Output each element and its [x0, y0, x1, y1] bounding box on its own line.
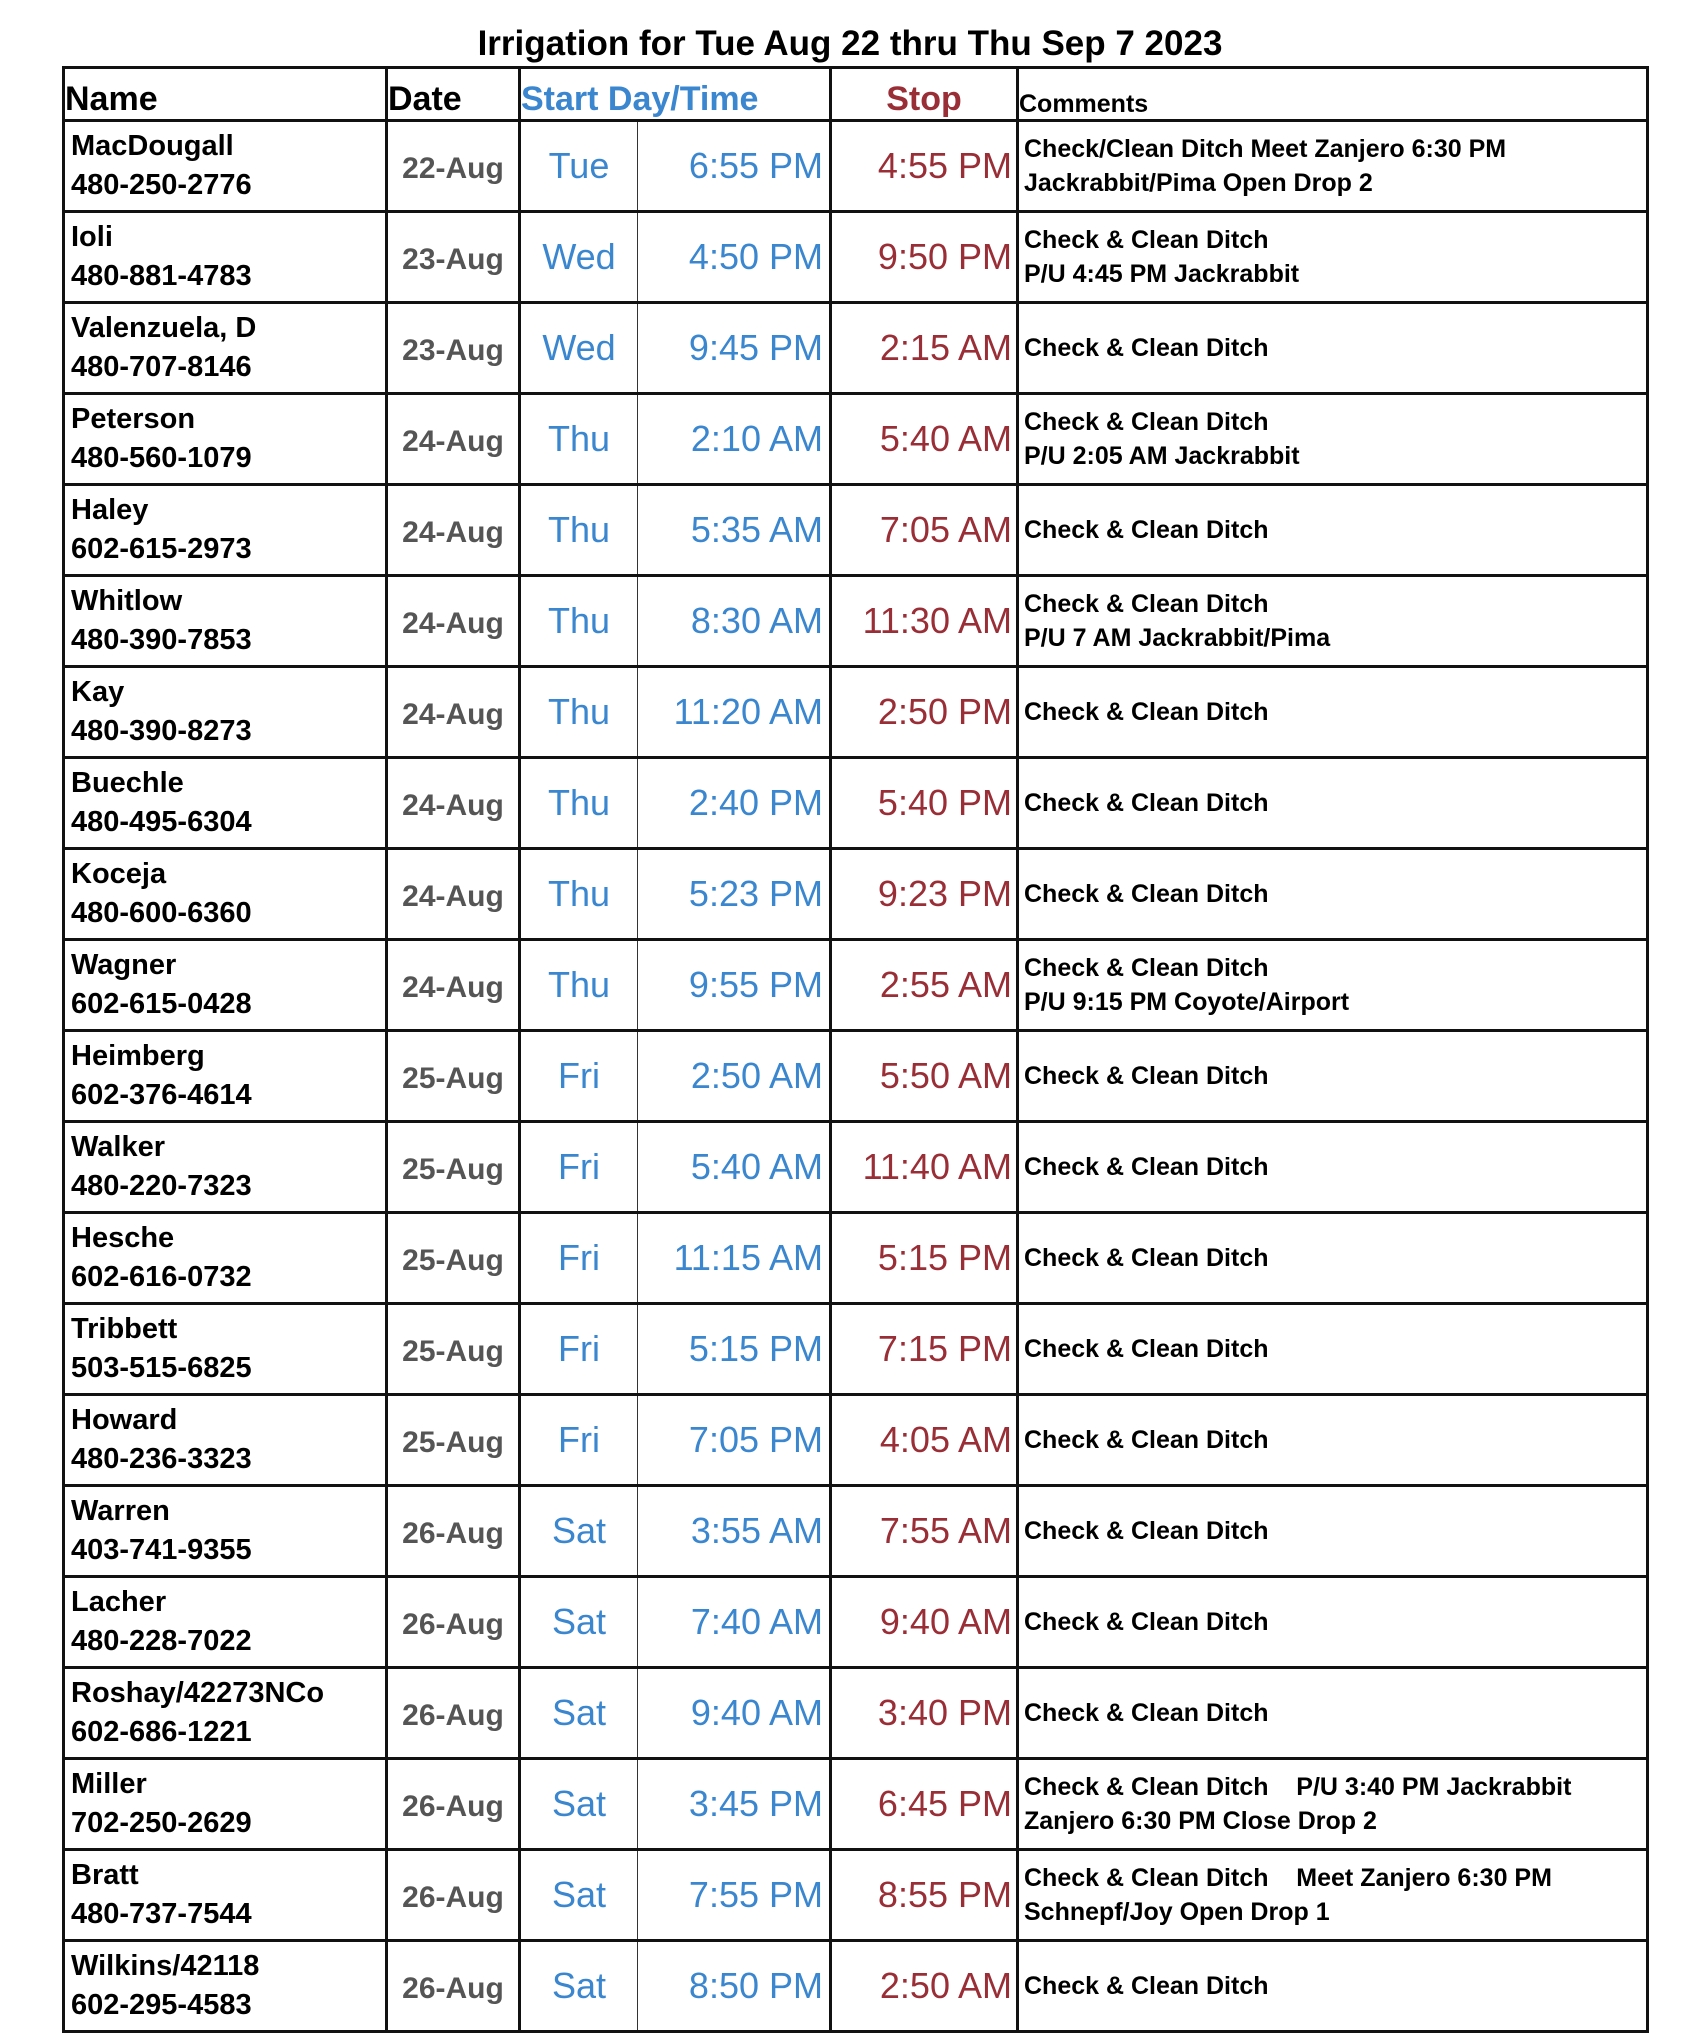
table-row	[64, 667, 1648, 758]
comment-cell: Check & Clean Ditch	[1018, 667, 1648, 758]
start-day-cell: Sat	[520, 1941, 638, 2032]
phone-number: 480-228-7022	[71, 1625, 252, 1657]
comment-cell: Check & Clean Ditch P/U 2:05 AM Jackrabbit	[1018, 394, 1648, 485]
person-name: MacDougall	[71, 130, 234, 162]
header-date: Date	[387, 68, 520, 121]
comment-cell: Check & Clean Ditch P/U 3:40 PM Jackrabbit Zanjero 6:30 PM Close Drop 2	[1018, 1759, 1648, 1850]
name-cell	[64, 212, 387, 303]
person-name: Haley	[71, 494, 149, 526]
name-cell	[64, 1213, 387, 1304]
start-day-cell: Thu	[520, 394, 638, 485]
date-cell: 24-Aug	[387, 940, 520, 1031]
stop-time-cell: 3:40 PM	[831, 1668, 1018, 1759]
stop-time-cell: 2:50 PM	[831, 667, 1018, 758]
date-cell: 24-Aug	[387, 394, 520, 485]
start-day-cell: Sat	[520, 1759, 638, 1850]
phone-number: 480-881-4783	[71, 260, 252, 292]
start-time-cell: 7:55 PM	[638, 1850, 831, 1941]
phone-number: 602-376-4614	[71, 1079, 252, 1111]
phone-number: 602-686-1221	[71, 1716, 252, 1748]
phone-number: 602-615-0428	[71, 988, 252, 1020]
phone-number: 480-390-7853	[71, 624, 252, 656]
stop-time-cell: 2:55 AM	[831, 940, 1018, 1031]
start-time-cell: 9:45 PM	[638, 303, 831, 394]
start-day-cell: Sat	[520, 1668, 638, 1759]
stop-time-cell: 4:55 PM	[831, 121, 1018, 212]
name-cell	[64, 1759, 387, 1850]
person-name: Hesche	[71, 1222, 175, 1254]
person-name: Warren	[71, 1495, 170, 1527]
person-name: Buechle	[71, 767, 184, 799]
phone-number: 480-600-6360	[71, 897, 252, 929]
table-row	[64, 1577, 1648, 1668]
start-day-cell: Thu	[520, 667, 638, 758]
date-cell: 24-Aug	[387, 667, 520, 758]
phone-number: 480-220-7323	[71, 1170, 252, 1202]
table-row	[64, 576, 1648, 667]
header-start: Start Day/Time	[520, 68, 831, 121]
start-time-cell: 3:45 PM	[638, 1759, 831, 1850]
table-row	[64, 1304, 1648, 1395]
phone-number: 403-741-9355	[71, 1534, 252, 1566]
comment-cell: Check & Clean Ditch	[1018, 1304, 1648, 1395]
person-name: Roshay/42273NCo	[71, 1677, 325, 1709]
name-cell	[64, 1122, 387, 1213]
name-cell	[64, 1031, 387, 1122]
name-cell	[64, 758, 387, 849]
comment-cell: Check & Clean Ditch	[1018, 849, 1648, 940]
person-name: Tribbett	[71, 1313, 178, 1345]
stop-time-cell: 5:15 PM	[831, 1213, 1018, 1304]
person-name: Koceja	[71, 858, 167, 890]
stop-time-cell: 11:40 AM	[831, 1122, 1018, 1213]
phone-number: 702-250-2629	[71, 1807, 252, 1839]
person-name: Peterson	[71, 403, 196, 435]
start-time-cell: 9:55 PM	[638, 940, 831, 1031]
comment-cell: Check & Clean Ditch	[1018, 303, 1648, 394]
page-title: Irrigation for Tue Aug 22 thru Thu Sep 7 2023	[477, 24, 1223, 63]
start-time-cell: 9:40 AM	[638, 1668, 831, 1759]
date-cell: 26-Aug	[387, 1850, 520, 1941]
irrigation-schedule-table	[62, 66, 1649, 2033]
phone-number: 602-616-0732	[71, 1261, 252, 1293]
start-day-cell: Sat	[520, 1850, 638, 1941]
stop-time-cell: 11:30 AM	[831, 576, 1018, 667]
stop-time-cell: 9:23 PM	[831, 849, 1018, 940]
start-time-cell: 3:55 AM	[638, 1486, 831, 1577]
comment-cell: Check & Clean Ditch Meet Zanjero 6:30 PM Schnepf/Joy Open Drop 1	[1018, 1850, 1648, 1941]
start-day-cell: Wed	[520, 212, 638, 303]
start-day-cell: Fri	[520, 1031, 638, 1122]
stop-time-cell: 4:05 AM	[831, 1395, 1018, 1486]
date-cell: 25-Aug	[387, 1395, 520, 1486]
stop-time-cell: 9:50 PM	[831, 212, 1018, 303]
name-cell	[64, 485, 387, 576]
comment-cell: Check & Clean Ditch	[1018, 485, 1648, 576]
start-time-cell: 11:20 AM	[638, 667, 831, 758]
start-time-cell: 11:15 AM	[638, 1213, 831, 1304]
stop-time-cell: 5:40 PM	[831, 758, 1018, 849]
stop-time-cell: 2:50 AM	[831, 1941, 1018, 2032]
start-time-cell: 2:10 AM	[638, 394, 831, 485]
start-day-cell: Tue	[520, 121, 638, 212]
start-time-cell: 5:35 AM	[638, 485, 831, 576]
phone-number: 480-495-6304	[71, 806, 252, 838]
start-day-cell: Fri	[520, 1122, 638, 1213]
stop-time-cell: 6:45 PM	[831, 1759, 1018, 1850]
table-row	[64, 212, 1648, 303]
start-time-cell: 6:55 PM	[638, 121, 831, 212]
phone-number: 480-560-1079	[71, 442, 252, 474]
comment-cell: Check & Clean Ditch P/U 9:15 PM Coyote/Airport	[1018, 940, 1648, 1031]
name-cell	[64, 303, 387, 394]
comment-cell: Check & Clean Ditch	[1018, 1213, 1648, 1304]
table-row	[64, 121, 1648, 212]
date-cell: 25-Aug	[387, 1122, 520, 1213]
phone-number: 503-515-6825	[71, 1352, 252, 1384]
date-cell: 26-Aug	[387, 1486, 520, 1577]
stop-time-cell: 5:40 AM	[831, 394, 1018, 485]
name-cell	[64, 576, 387, 667]
name-cell	[64, 1577, 387, 1668]
person-name: Bratt	[71, 1859, 139, 1891]
table-row	[64, 1213, 1648, 1304]
header-row	[64, 68, 1648, 121]
table-row	[64, 1850, 1648, 1941]
start-time-cell: 7:05 PM	[638, 1395, 831, 1486]
person-name: Howard	[71, 1404, 178, 1436]
date-cell: 24-Aug	[387, 485, 520, 576]
phone-number: 602-295-4583	[71, 1989, 252, 2021]
comment-cell: Check & Clean Ditch	[1018, 1395, 1648, 1486]
date-cell: 22-Aug	[387, 121, 520, 212]
start-day-cell: Thu	[520, 940, 638, 1031]
name-cell	[64, 1486, 387, 1577]
phone-number: 602-615-2973	[71, 533, 252, 565]
person-name: Wilkins/42118	[71, 1950, 260, 1982]
date-cell: 26-Aug	[387, 1759, 520, 1850]
table-row	[64, 1759, 1648, 1850]
date-cell: 24-Aug	[387, 849, 520, 940]
header-stop: Stop	[831, 68, 1018, 121]
person-name: Whitlow	[71, 585, 183, 617]
name-cell	[64, 667, 387, 758]
start-day-cell: Thu	[520, 485, 638, 576]
comment-cell: Check & Clean Ditch	[1018, 1577, 1648, 1668]
start-time-cell: 5:23 PM	[638, 849, 831, 940]
stop-time-cell: 8:55 PM	[831, 1850, 1018, 1941]
person-name: Kay	[71, 676, 125, 708]
table-row	[64, 1031, 1648, 1122]
start-time-cell: 2:50 AM	[638, 1031, 831, 1122]
comment-cell: Check & Clean Ditch	[1018, 1941, 1648, 2032]
start-time-cell: 4:50 PM	[638, 212, 831, 303]
stop-time-cell: 7:55 AM	[831, 1486, 1018, 1577]
table-row	[64, 1486, 1648, 1577]
person-name: Wagner	[71, 949, 177, 981]
name-cell	[64, 1941, 387, 2032]
comment-cell: Check & Clean Ditch	[1018, 1122, 1648, 1213]
start-day-cell: Thu	[520, 758, 638, 849]
phone-number: 480-236-3323	[71, 1443, 252, 1475]
person-name: Lacher	[71, 1586, 167, 1618]
name-cell	[64, 1668, 387, 1759]
date-cell: 25-Aug	[387, 1031, 520, 1122]
comment-cell: Check & Clean Ditch P/U 4:45 PM Jackrabbit	[1018, 212, 1648, 303]
phone-number: 480-250-2776	[71, 169, 252, 201]
start-time-cell: 5:40 AM	[638, 1122, 831, 1213]
date-cell: 23-Aug	[387, 212, 520, 303]
stop-time-cell: 7:15 PM	[831, 1304, 1018, 1395]
name-cell	[64, 849, 387, 940]
table-row	[64, 1122, 1648, 1213]
start-time-cell: 5:15 PM	[638, 1304, 831, 1395]
table-row	[64, 394, 1648, 485]
name-cell	[64, 394, 387, 485]
comment-cell: Check & Clean Ditch	[1018, 1668, 1648, 1759]
name-cell	[64, 1850, 387, 1941]
table-row	[64, 303, 1648, 394]
table-row	[64, 940, 1648, 1031]
start-day-cell: Fri	[520, 1213, 638, 1304]
name-cell	[64, 121, 387, 212]
header-comments: Comments	[1018, 68, 1648, 121]
header-name: Name	[64, 68, 387, 121]
table-body	[64, 121, 1648, 2032]
comment-cell: Check & Clean Ditch	[1018, 758, 1648, 849]
date-cell: 24-Aug	[387, 576, 520, 667]
start-day-cell: Fri	[520, 1304, 638, 1395]
person-name: Heimberg	[71, 1040, 205, 1072]
name-cell	[64, 940, 387, 1031]
start-day-cell: Thu	[520, 576, 638, 667]
start-time-cell: 7:40 AM	[638, 1577, 831, 1668]
phone-number: 480-737-7544	[71, 1898, 252, 1930]
stop-time-cell: 5:50 AM	[831, 1031, 1018, 1122]
stop-time-cell: 2:15 AM	[831, 303, 1018, 394]
date-cell: 26-Aug	[387, 1941, 520, 2032]
date-cell: 23-Aug	[387, 303, 520, 394]
start-day-cell: Fri	[520, 1395, 638, 1486]
date-cell: 25-Aug	[387, 1213, 520, 1304]
person-name: Walker	[71, 1131, 166, 1163]
phone-number: 480-390-8273	[71, 715, 252, 747]
start-time-cell: 8:30 AM	[638, 576, 831, 667]
start-day-cell: Sat	[520, 1486, 638, 1577]
person-name: Ioli	[71, 221, 113, 253]
date-cell: 26-Aug	[387, 1668, 520, 1759]
comment-cell: Check & Clean Ditch	[1018, 1031, 1648, 1122]
table-row	[64, 1395, 1648, 1486]
comment-cell: Check & Clean Ditch	[1018, 1486, 1648, 1577]
start-day-cell: Sat	[520, 1577, 638, 1668]
stop-time-cell: 7:05 AM	[831, 485, 1018, 576]
date-cell: 26-Aug	[387, 1577, 520, 1668]
table-row	[64, 485, 1648, 576]
start-day-cell: Thu	[520, 849, 638, 940]
table-row	[64, 1941, 1648, 2032]
comment-cell: Check/Clean Ditch Meet Zanjero 6:30 PM Jackrabbit/Pima Open Drop 2	[1018, 121, 1648, 212]
name-cell	[64, 1304, 387, 1395]
date-cell: 25-Aug	[387, 1304, 520, 1395]
start-time-cell: 8:50 PM	[638, 1941, 831, 2032]
phone-number: 480-707-8146	[71, 351, 252, 383]
comment-cell: Check & Clean Ditch P/U 7 AM Jackrabbit/Pima	[1018, 576, 1648, 667]
table-row	[64, 758, 1648, 849]
table-row	[64, 1668, 1648, 1759]
start-time-cell: 2:40 PM	[638, 758, 831, 849]
name-cell	[64, 1395, 387, 1486]
date-cell: 24-Aug	[387, 758, 520, 849]
start-day-cell: Wed	[520, 303, 638, 394]
person-name: Miller	[71, 1768, 147, 1800]
stop-time-cell: 9:40 AM	[831, 1577, 1018, 1668]
person-name: Valenzuela, D	[71, 312, 257, 344]
table-row	[64, 849, 1648, 940]
